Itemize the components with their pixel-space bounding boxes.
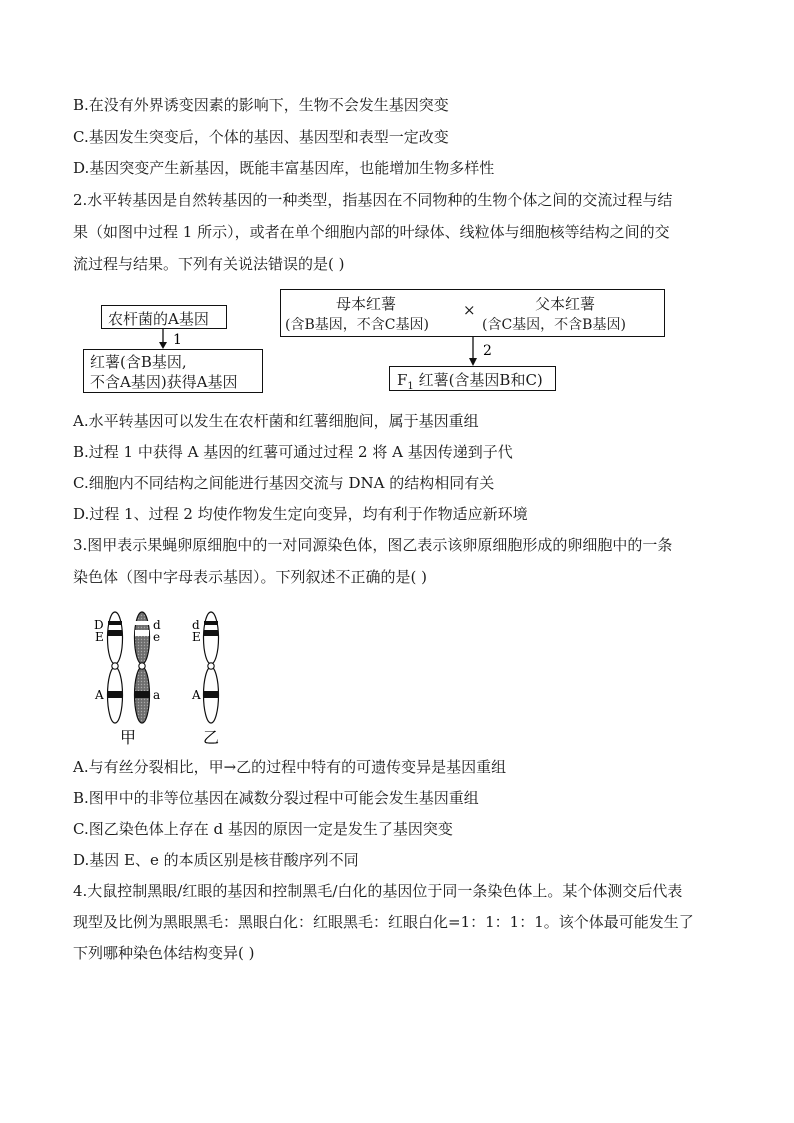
question-4-line-2: 现型及比例为黑眼黑毛：黑眼白化：红眼黑毛：红眼白化=1：1：1：1。该个体最可能发生了: [73, 913, 694, 931]
f1-label: $F_1$ 红薯(含基因B和C): [397, 371, 543, 392]
option-a-q2: A.水平转基因可以发生在农杆菌和红薯细胞间，属于基因重组: [73, 412, 479, 430]
caption-yi: 乙: [203, 728, 220, 747]
step-2-label: 2: [483, 343, 492, 359]
yi-label-d: d: [192, 618, 200, 632]
yi-label-A: A: [192, 688, 201, 702]
question-4-line-1: 4.大鼠控制黑眼/红眼的基因和控制黑毛/白化的基因位于同一条染色体上。某个体测交后代表: [73, 882, 683, 900]
father-label: 父本红薯: [535, 295, 596, 313]
jia-label-a: a: [153, 688, 161, 702]
jia-label-d: d: [153, 618, 161, 632]
sweet-potato-label-2: 不含A基因)获得A基因: [90, 373, 238, 391]
option-b-q3: B.图甲中的非等位基因在减数分裂过程中可能会发生基因重组: [73, 789, 479, 807]
jia-label-D: D: [94, 618, 104, 632]
question-3-line-2: 染色体（图中字母表示基因）。下列叙述不正确的是( ): [73, 568, 427, 586]
question-2-line-2: 果（如图中过程 1 所示），或者在单个细胞内部的叶绿体、线粒体与细胞核等结构之间的交: [73, 223, 670, 241]
question-4-line-3: 下列哪种染色体结构变异( ): [73, 944, 255, 962]
option-b-q1: B.在没有外界诱变因素的影响下，生物不会发生基因突变: [73, 96, 449, 114]
agrobacterium-label: 农杆菌的A基因: [108, 310, 209, 328]
jia-label-A: A: [95, 688, 104, 702]
option-c-q2: C.细胞内不同结构之间能进行基因交流与 DNA 的结构相同有关: [73, 474, 495, 492]
jia-chromosome-left: [108, 612, 123, 723]
option-c-q3: C.图乙染色体上存在 d 基因的原因一定是发生了基因突变: [73, 820, 453, 838]
question-2-line-1: 2.水平转基因是自然转基因的一种类型，指基因在不同物种的生物个体之间的交流过程与结: [73, 191, 673, 209]
diagram-arrows: [0, 0, 794, 420]
mother-genes: (含B基因，不含C基因): [285, 317, 429, 333]
chromosome-diagram: [80, 608, 240, 748]
option-b-q2: B.过程 1 中获得 A 基因的红薯可通过过程 2 将 A 基因传递到子代: [73, 443, 513, 461]
caption-jia: 甲: [120, 728, 137, 747]
jia-chromosome-right: [135, 612, 150, 723]
sweet-potato-label-1: 红薯(含B基因,: [90, 353, 187, 371]
option-a-q3: A.与有丝分裂相比，甲→乙的过程中特有的可遗传变异是基因重组: [73, 758, 507, 776]
question-2-line-3: 流过程与结果。下列有关说法错误的是( ): [73, 255, 345, 273]
jia-label-E: E: [95, 630, 104, 644]
father-genes: (含C基因，不含B基因): [482, 317, 626, 333]
arrow-head-1: [159, 342, 167, 349]
yi-label-E: E: [192, 630, 201, 644]
question-3-line-1: 3.图甲表示果蝇卵原细胞中的一对同源染色体，图乙表示该卵原细胞形成的卵细胞中的一条: [73, 536, 673, 554]
mother-label: 母本红薯: [336, 295, 397, 313]
option-d-q1: D.基因突变产生新基因，既能丰富基因库，也能增加生物多样性: [73, 159, 495, 177]
arrow-head-2: [469, 358, 477, 366]
yi-chromosome: [204, 612, 219, 723]
option-c-q1: C.基因发生突变后，个体的基因、基因型和表型一定改变: [73, 128, 449, 146]
cross-symbol: ×: [463, 301, 476, 319]
jia-label-e: e: [153, 630, 161, 644]
option-d-q2: D.过程 1、过程 2 均使作物发生定向变异，均有利于作物适应新环境: [73, 505, 528, 523]
option-d-q3: D.基因 E、e 的本质区别是核苷酸序列不同: [73, 851, 359, 869]
step-1-label: 1: [173, 332, 182, 348]
